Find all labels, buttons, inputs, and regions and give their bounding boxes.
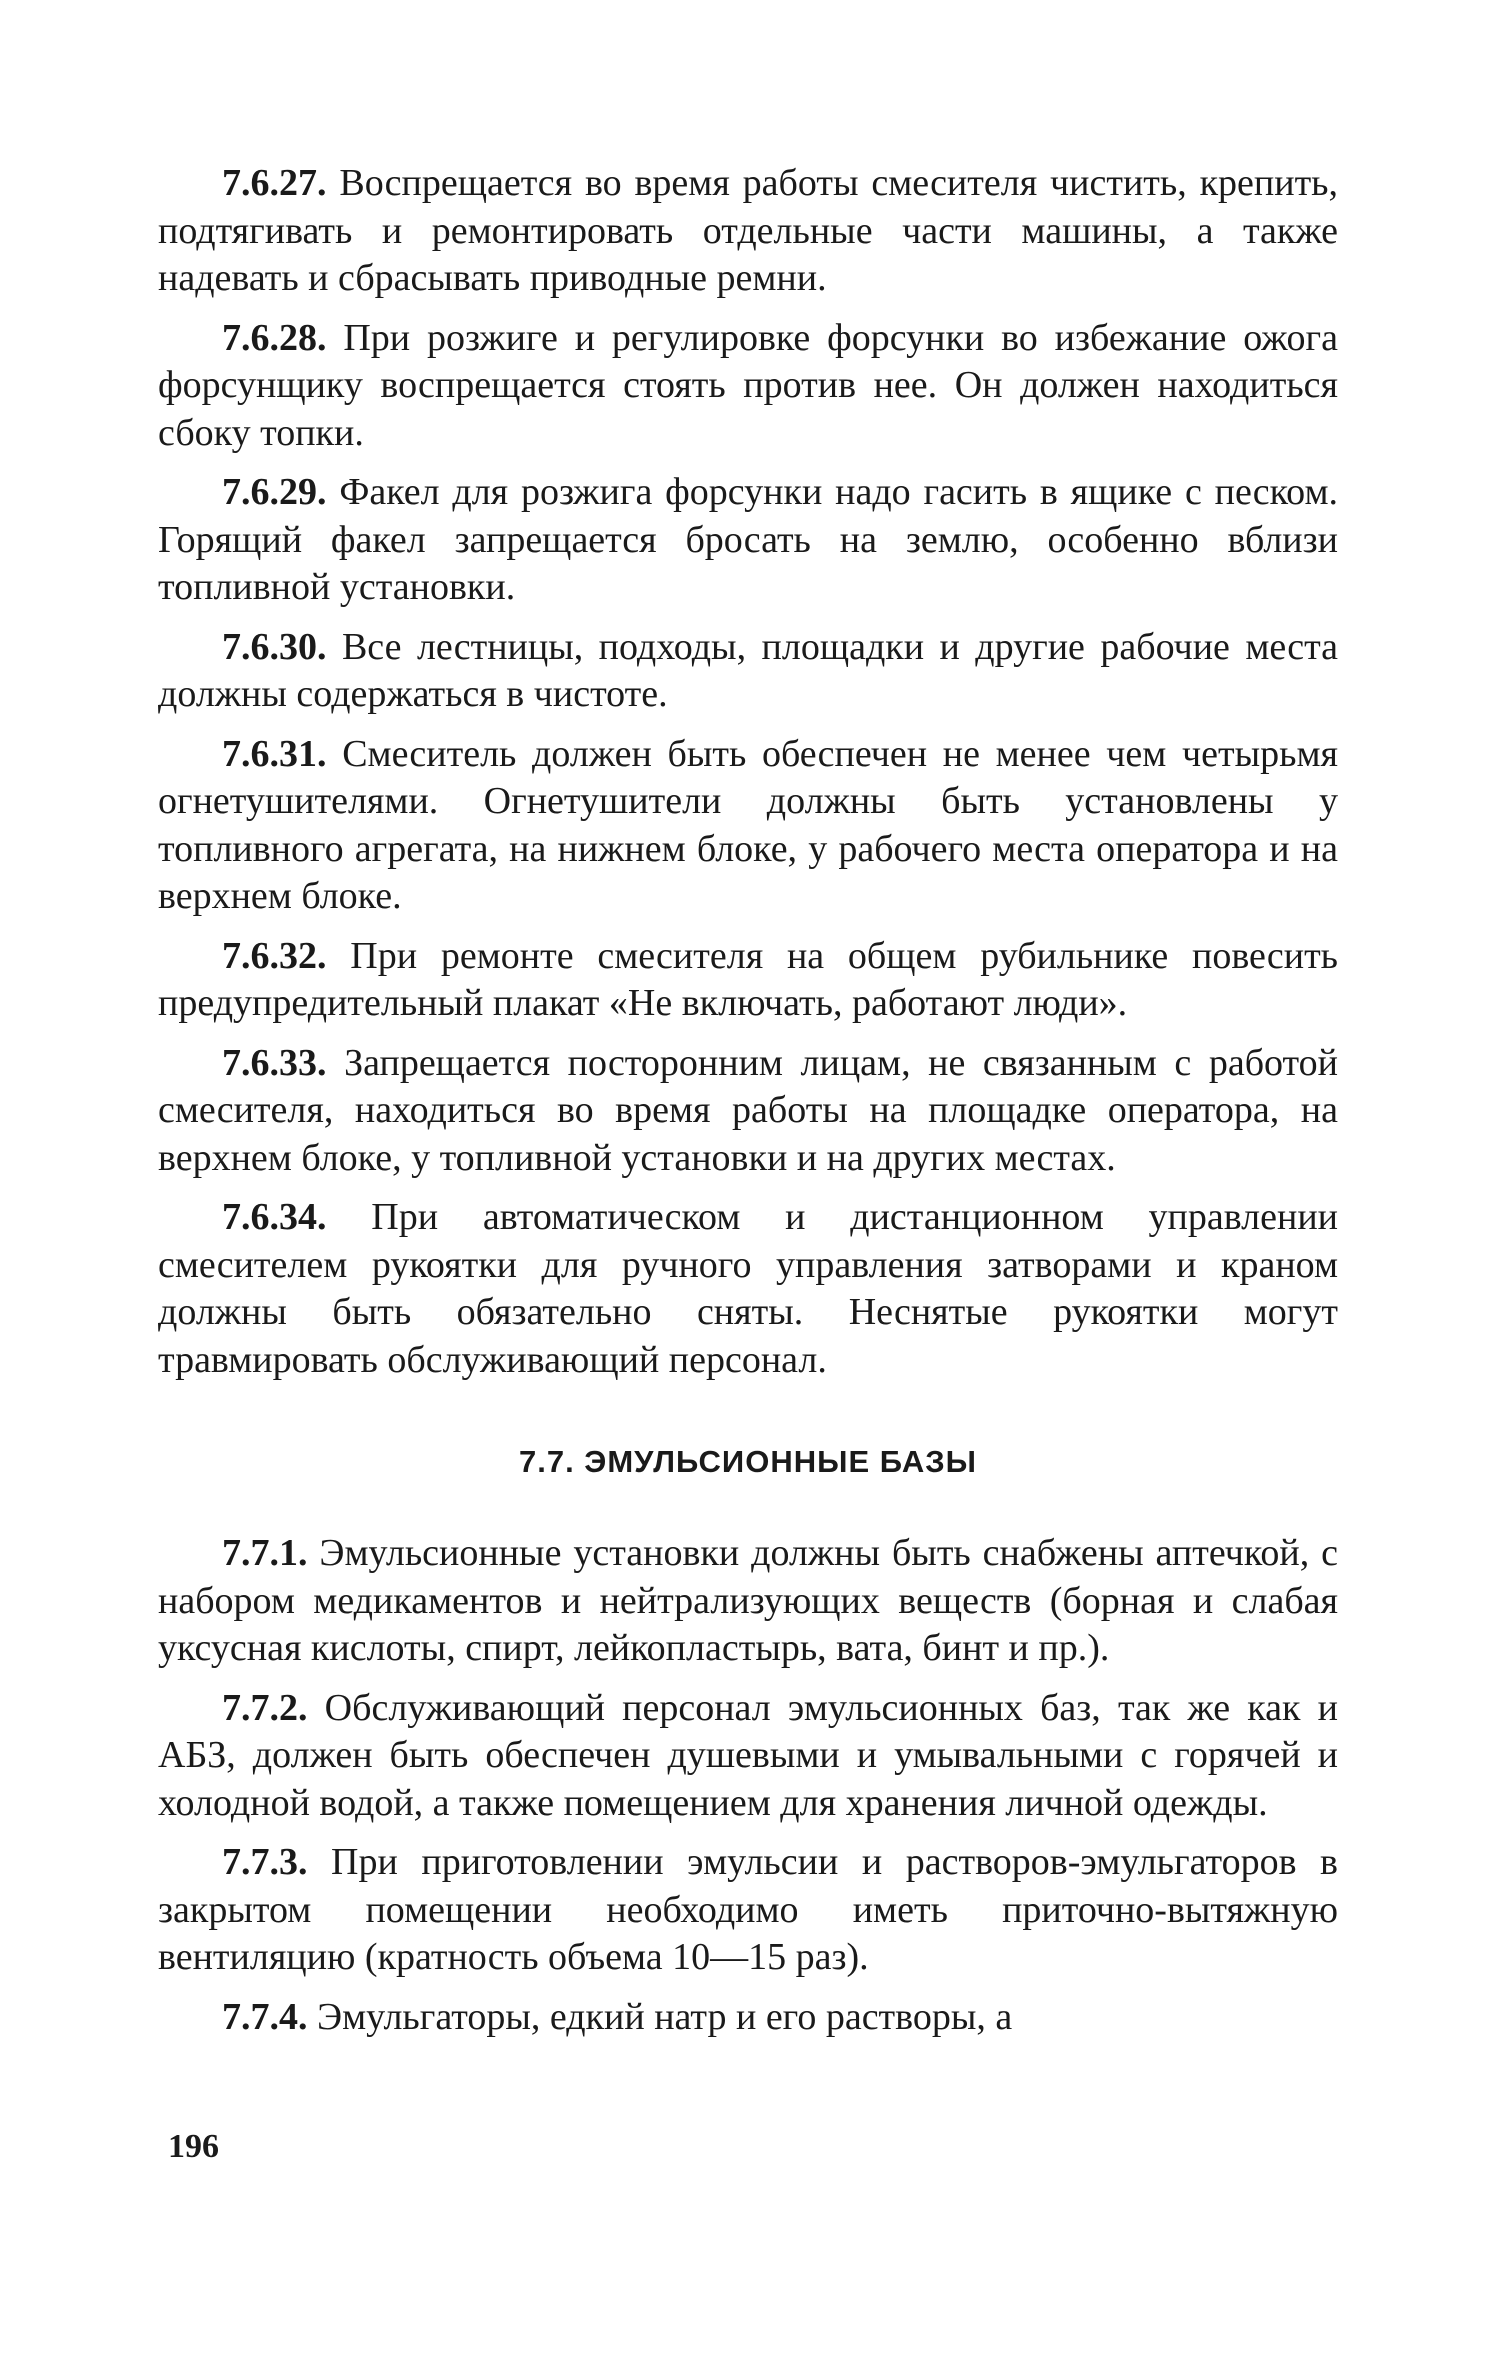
paragraph-7-7-2 [158, 1685, 1338, 1828]
paragraph-number: 7.7.2. [222, 1686, 308, 1729]
paragraph-7-6-29 [158, 469, 1338, 612]
paragraph-number: 7.7.4. [222, 1995, 308, 2038]
paragraph-text: Все лестницы, подходы, площадки и другие рабочие места должны содержаться в чистоте. [158, 625, 1339, 715]
paragraph-7-6-30 [158, 624, 1338, 719]
paragraph-7-6-32 [158, 933, 1338, 1028]
paragraph-7-6-33 [158, 1040, 1338, 1183]
paragraph-number: 7.6.32. [222, 934, 327, 977]
paragraph-text: Эмульсионные установки должны быть снабжены аптечкой, с набором медикаментов и нейтрализующих веществ (борная и слабая уксусная кислоты, спирт, лейкопластырь, вата, бинт и пр.). [158, 1532, 1338, 1669]
paragraph-text: При розжиге и регулировке форсунки во избежание ожога форсунщику воспрещается стоять против нее. Он должен находиться сбоку топки. [158, 316, 1339, 454]
paragraph-number: 7.6.29. [222, 471, 327, 513]
section-heading: 7.7. ЭМУЛЬСИОННЫЕ БАЗЫ [518, 1444, 977, 1479]
paragraph-number: 7.6.28. [222, 316, 327, 359]
page-number: 196 [168, 2128, 219, 2165]
paragraph-text: При приготовлении эмульсии и растворов-эмульгаторов в закрытом помещении необходимо иметь приточно-вытяжную вентиляцию (кратность объема 10—15 раз). [158, 1841, 1338, 1978]
paragraph-text: Факел для розжига форсунки надо гасить в ящике с песком. Горящий факел запрещается бросать на землю, особенно вблизи топливной установки. [158, 471, 1338, 608]
page-body [158, 160, 1338, 2053]
paragraph-number: 7.6.30. [222, 625, 327, 668]
paragraph-text: Эмульгаторы, едкий натр и его растворы, а [317, 1995, 1013, 2038]
paragraph-text: Смеситель должен быть обеспечен не менее чем четырьмя огнетушителями. Огнетушители должны быть установлены у топливного агрегата, на нижнем блоке, у рабочего места оператора и на верхнем блоке. [158, 732, 1338, 917]
paragraph-text: Обслуживающий персонал эмульсионных баз, так же как и АБЗ, должен быть обеспечен душевыми и умывальными с горячей и холодной водой, а также помещением для хранения личной одежды. [158, 1686, 1339, 1824]
paragraph-number: 7.6.31. [222, 732, 327, 775]
paragraph-7-7-3 [158, 1839, 1338, 1982]
paragraph-number: 7.6.33. [222, 1041, 327, 1084]
paragraph-number: 7.7.1. [222, 1532, 308, 1574]
paragraph-text: Запрещается посторонним лицам, не связанным с работой смесителя, находиться во время работы на площадке оператора, на верхнем блоке, у топливной установки и на других местах. [158, 1041, 1338, 1179]
paragraph-7-6-28 [158, 315, 1338, 458]
paragraph-number: 7.6.27. [222, 162, 327, 204]
paragraph-text: Воспрещается во время работы смесителя чистить, крепить, подтягивать и ремонтировать отдельные части машины, а также надевать и сбрасывать приводные ремни. [158, 162, 1338, 299]
paragraph-number: 7.7.3. [222, 1841, 308, 1883]
paragraph-7-7-4 [158, 1994, 1338, 2042]
paragraph-7-6-27 [158, 160, 1338, 303]
paragraph-7-6-34 [158, 1194, 1338, 1384]
paragraph-text: При ремонте смесителя на общем рубильнике повесить предупредительный плакат «Не включать, работают люди». [158, 934, 1339, 1024]
paragraph-text: При автоматическом и дистанционном управлении смесителем рукоятки для ручного управления затворами и краном должны быть обязательно сняты. Неснятые рукоятки могут травмировать обслуживающий персонал. [158, 1196, 1339, 1381]
paragraph-number: 7.6.34. [222, 1196, 327, 1238]
paragraph-7-7-1 [158, 1530, 1338, 1673]
paragraph-7-6-31 [158, 731, 1338, 921]
